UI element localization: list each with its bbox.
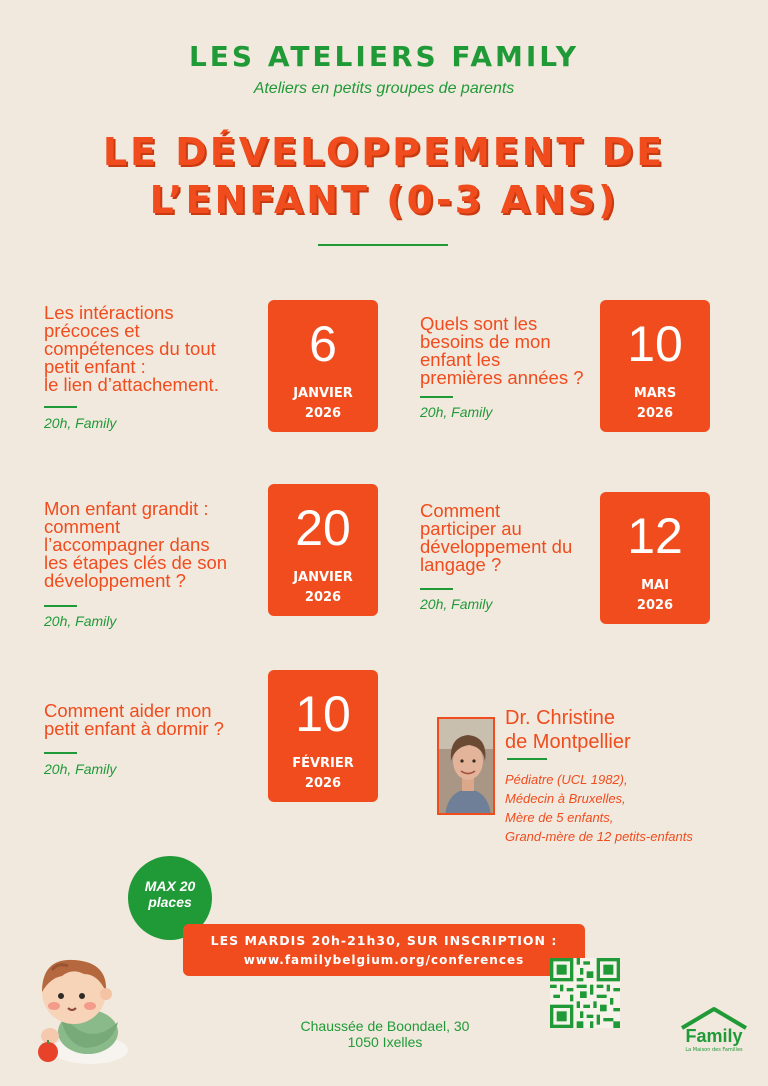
topic-line: développement ? [44,570,186,591]
page-title-line2: L’ENFANT (0-3 ANS) [149,178,619,222]
speaker-portrait-icon [439,719,495,815]
topic-line: premières années ? [420,367,584,388]
topic-line: participer au [420,518,522,539]
speaker-info-line: Mère de 5 enfants, [505,810,614,825]
address-line: Chaussée de Boondael, 30 [300,1018,470,1034]
date-month: JANVIER [293,570,353,585]
date-year: 2026 [636,406,674,421]
date-day: 10 [295,686,351,742]
baby-illustration [28,952,138,1068]
topic-line: Mon enfant grandit : [44,498,209,519]
topic-line: enfant les [420,349,501,370]
qr-code-icon [550,958,620,1028]
registration-link[interactable]: www.familybelgium.org/conferences [243,953,525,967]
topic-line: Les intéractions [44,302,174,323]
session-topic-1 [44,304,219,394]
qr-code[interactable] [550,958,620,1028]
date-day: 20 [295,500,351,556]
date-year: 2026 [304,776,342,791]
date-month: MARS [633,386,677,401]
topic-divider [44,406,77,408]
title-divider [318,244,448,246]
date-box-5 [268,670,378,802]
date-box-2 [600,300,710,432]
topic-line: petit enfant : [44,356,146,377]
session-time-3: 20h, Family [44,613,117,629]
date-month: FÉVRIER [292,756,354,771]
session-topic-4 [420,502,572,574]
topic-line: l’accompagner dans [44,534,210,555]
topic-divider [420,396,453,398]
date-box-4 [600,492,710,624]
session-topic-3 [44,500,227,590]
banner-schedule: LES MARDIS 20h-21h30, SUR INSCRIPTION : [210,933,558,948]
registration-banner [183,924,585,976]
topic-line: développement du [420,536,573,557]
speaker-name-line2: de Montpellier [505,731,631,753]
topic-line: compétences du tout [44,338,216,359]
date-box-1 [268,300,378,432]
logo-subtitle: La Maison des Familles [685,1047,743,1053]
family-logo [676,1006,752,1060]
baby-icon [28,952,138,1068]
topic-divider [44,752,77,754]
date-day: 6 [309,316,337,372]
session-time-1: 20h, Family [44,415,117,431]
badge-line: places [148,894,192,910]
date-box-3 [268,484,378,616]
date-year: 2026 [304,590,342,605]
speaker-divider [507,758,547,760]
session-topic-5 [44,702,224,738]
logo-wordmark: Family [685,1026,743,1046]
speaker-info-line: Grand-mère de 12 petits-enfants [505,829,693,844]
topic-line: comment [44,516,121,537]
date-month: JANVIER [293,386,353,401]
speaker-info [505,770,693,846]
topic-line: le lien d’attachement. [44,374,219,395]
speaker-name-line1: Dr. Christine [505,707,616,729]
session-time-4: 20h, Family [420,596,493,612]
topic-line: besoins de mon [420,331,551,352]
topic-line: Quels sont les [420,313,538,334]
date-day: 12 [627,508,683,564]
speaker-info-line: Médecin à Bruxelles, [505,791,626,806]
date-day: 10 [627,316,683,372]
topic-line: Comment aider mon [44,700,212,721]
date-month: MAI [641,578,669,593]
topic-divider [44,605,77,607]
venue-address [270,1018,500,1050]
session-time-2: 20h, Family [420,404,493,420]
session-topic-2 [420,315,584,387]
address-line: 1050 Ixelles [347,1034,423,1050]
date-year: 2026 [304,406,342,421]
topic-line: petit enfant à dormir ? [44,718,224,739]
date-year: 2026 [636,598,674,613]
speaker-photo [437,717,495,815]
topic-divider [420,588,453,590]
topic-line: les étapes clés de son [44,552,228,573]
topic-line: langage ? [420,554,502,575]
topic-line: Comment [420,500,501,521]
session-time-5: 20h, Family [44,761,117,777]
brand-title: LES ATELIERS FAMILY [188,40,580,73]
speaker-info-line: Pédiatre (UCL 1982), [505,772,628,787]
badge-line: MAX 20 [144,878,196,894]
topic-line: précoces et [44,320,140,341]
tagline: Ateliers en petits groupes de parents [253,80,515,97]
page-title-line1: LE DÉVELOPPEMENT DE [102,130,666,174]
